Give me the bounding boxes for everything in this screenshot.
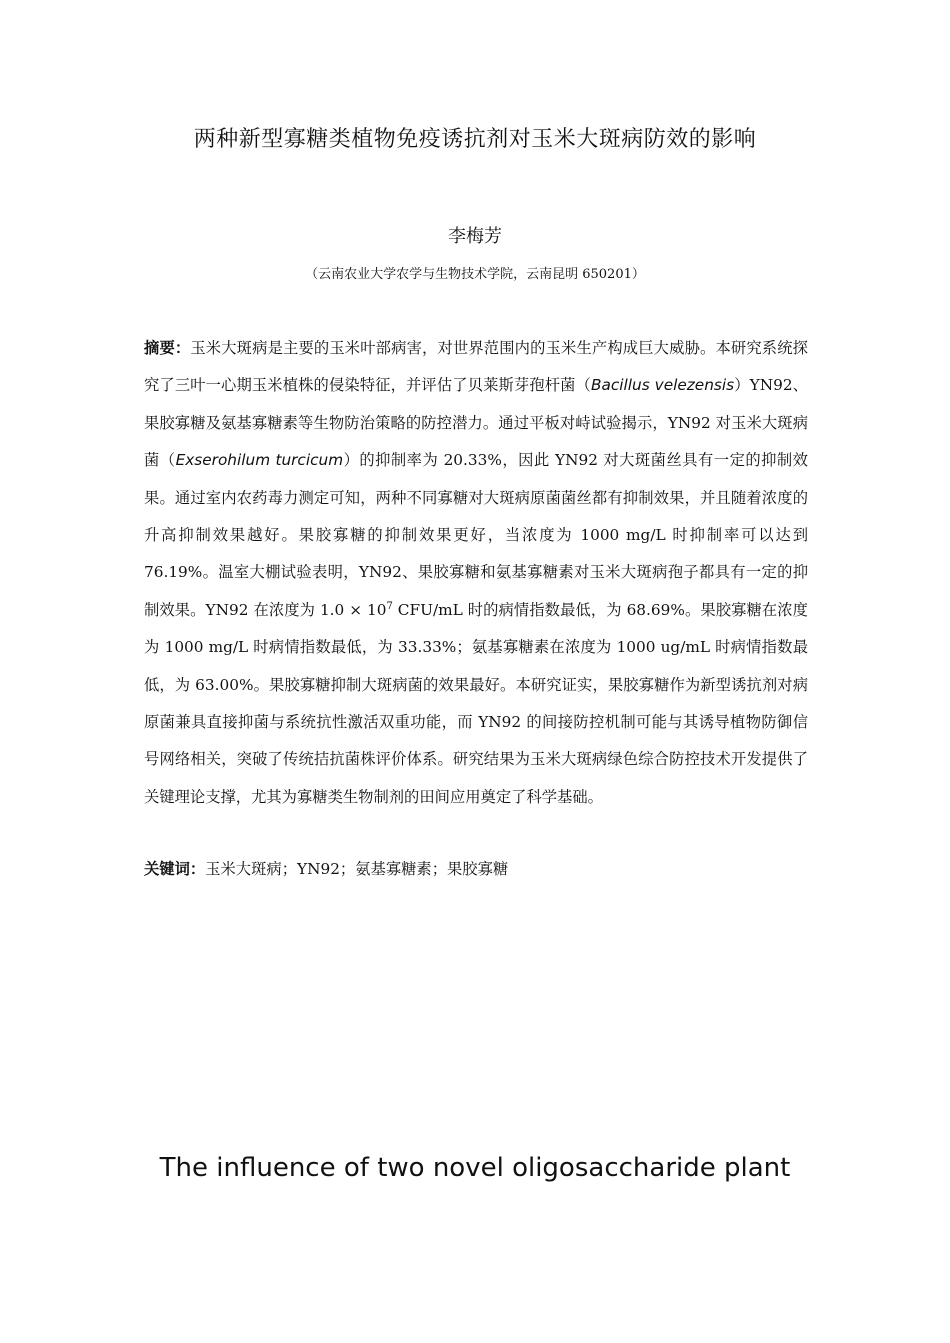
author-affiliation: （云南农业大学农学与生物技术学院，云南昆明 650201） [305,267,645,282]
abstract-text-1: 玉米大斑病是主要的玉米叶部病害，对世界范围内的玉米生产构成巨大威胁。本研究系统探究了三叶一心期玉米植株的侵染特征，并评估了贝莱斯芽孢杆菌（ [144,339,808,395]
english-title: The influence of two novel oligosaccharide plant [159,1153,791,1183]
keywords-label: 关键词： [144,860,206,878]
abstract-text-2: ）YN92、果胶寡糖及氨基寡糖素等生物防治策略的防控潜力。通过平板对峙试验揭示，YN92 对玉米大斑病菌（ [144,376,808,470]
species-name-exserohilum: Exserohilum turcicum [175,451,344,470]
author-name: 李梅芳 [448,226,502,247]
abstract-text-3: ）的抑制率为 20.33%，因此 YN92 对大斑菌丝具有一定的抑制效果。通过室内农药毒力测定可知，两种不同寡糖对大斑病原菌菌丝都有抑制效果，并且随着浓度的升高抑制效果越好。果胶寡糖的抑制效果更好，当浓度为 1000 mg/L 时抑制率可以达到 76.19%。温室大棚试验表明，YN92、果胶寡糖和氨基寡糖素对玉米大斑病孢子都具有一定的抑制效果。YN92 在浓度为 1.0 × 10 [144,451,808,619]
species-name-bacillus: Bacillus velezensis [590,376,735,395]
exponent: 7 [386,600,393,612]
chinese-title: 两种新型寡糖类植物免疫诱抗剂对玉米大斑病防效的影响 [193,127,757,152]
keywords-text: 玉米大斑病；YN92；氨基寡糖素；果胶寡糖 [205,860,509,878]
abstract-label: 摘要： [144,339,191,357]
abstract [144,330,808,816]
abstract-text-4: CFU/mL 时的病情指数最低，为 68.69%。果胶寡糖在浓度为 1000 mg/L 时病情指数最低，为 33.33%；氨基寡糖素在浓度为 1000 ug/mL 时病情指数最低，为 63.00%。果胶寡糖抑制大斑病菌的效果最好。本研究证实，果胶寡糖作为新型诱抗剂对病原菌兼具直接抑菌与系统抗性激活双重功能，而 YN92 的间接防控机制可能与其诱导植物防御信号网络相关，突破了传统拮抗菌株评价体系。研究结果为玉米大斑病绿色综合防控技术开发提供了关键理论支撑，尤其为寡糖类生物制剂的田间应用奠定了科学基础。 [144,600,808,806]
keywords [144,854,808,884]
